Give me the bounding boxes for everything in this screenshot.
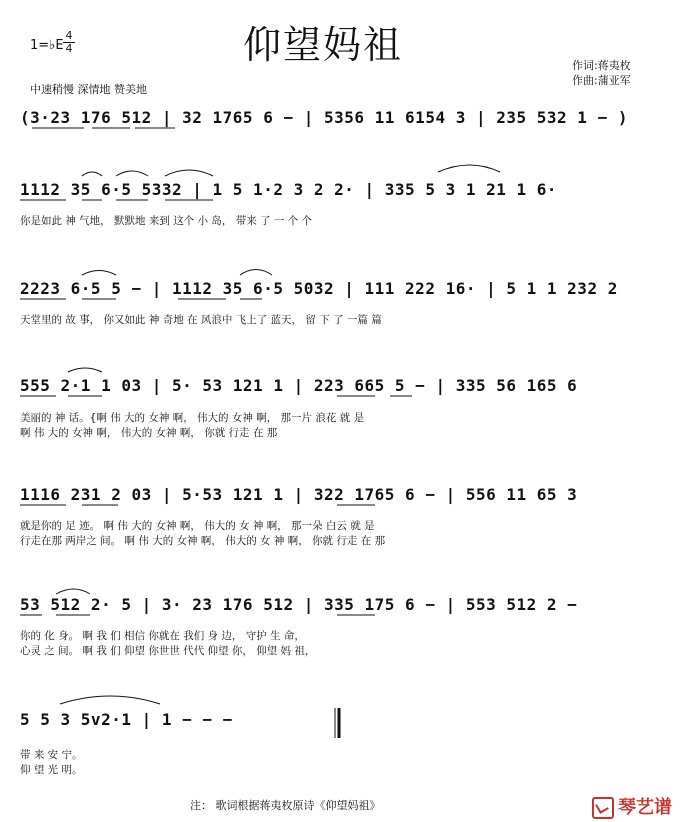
brand-name: 琴艺谱 [618, 797, 672, 818]
footnote: 注： 歌词根据蒋夷枚原诗《仰望妈祖》 [190, 799, 381, 812]
notation-line: 53 512 2· 5 | 3· 23 176 512 | 335 175 6 − | 553 512 2 − [20, 595, 578, 614]
lyric-line: 你的 化 身。 啊 我 们 相信 你就在 我们 身 边， 守护 生 命， [20, 630, 305, 642]
lyric-line: 你是如此 神 气地， 默默地 来到 这个 小 岛， 带来 了 一 个 个 [20, 215, 313, 227]
lyric-line: 仰 望 光 明。 [20, 764, 83, 776]
key-letter: E [55, 38, 64, 53]
notation-line: 1116 231 2 03 | 5·53 121 1 | 322 1765 6 − | 556 11 65 3 [20, 485, 578, 504]
brand-logo-icon [592, 797, 614, 819]
lyric-line: 啊 伟 大的 女神 啊， 伟大的 女神 啊， 你就 行走 在 那 [20, 427, 278, 439]
notation-line: 555 2·1 1 03 | 5· 53 121 1 | 223 665 5 − | 335 56 165 6 [20, 376, 578, 395]
flat-sign: ♭ [49, 38, 56, 53]
notation-line: (3·23 176 512 | 32 1765 6 − | 5356 11 6154 3 | 235 532 1 − ) [20, 108, 628, 127]
composer-credit: 作曲:蒲亚军 [572, 74, 631, 87]
meter-bottom: 4 [65, 42, 73, 55]
slur-lines [56, 165, 500, 704]
song-title: 仰望妈祖 [243, 23, 404, 67]
meter-top: 4 [65, 29, 73, 42]
notation-line: 5 5 3 5v2·1 | 1 − − − [20, 710, 233, 729]
tempo-marking: 中速稍慢 深情地 赞美地 [30, 83, 147, 96]
lyric-line: 心灵 之 间。 啊 我 们 仰望 你世世 代代 仰望 你， 仰望 妈 祖， [20, 645, 316, 657]
notation-line: 1112 35 6·5 5332 | 1 5 1·2 3 2 2· | 335 5 3 1 21 1 6· [20, 180, 558, 199]
notation-line: 2223 6·5 5 − | 1112 35 6·5 5032 | 111 222 16· | 5 1 1 232 2 [20, 279, 618, 298]
lyric-line: 行走在那 两岸之 间。 啊 伟 大的 女神 啊， 伟大的 女 神 啊， 你就 行走 在 那 [20, 535, 386, 547]
beam-lines [20, 128, 412, 615]
lyric-line: 带 来 安 宁。 [20, 749, 83, 761]
lyricist-credit: 作词:蒋夷枚 [572, 59, 631, 72]
lyric-line: 美丽的 神 话。{啊 伟 大的 女神 啊， 伟大的 女神 啊， 那一片 浪花 就 是 [20, 412, 365, 424]
lyric-line: 就是你的 足 迹。 啊 伟 大的 女神 啊， 伟大的 女 神 啊， 那一朵 白云 就 是 [20, 520, 375, 532]
lyric-line: 天堂里的 故 事， 你又如此 神 奇地 在 风浪中 飞上了 蓝天， 留 下 了 一篇 篇 [20, 314, 382, 326]
brand-watermark [592, 793, 672, 819]
key-label: 1= [30, 38, 50, 53]
